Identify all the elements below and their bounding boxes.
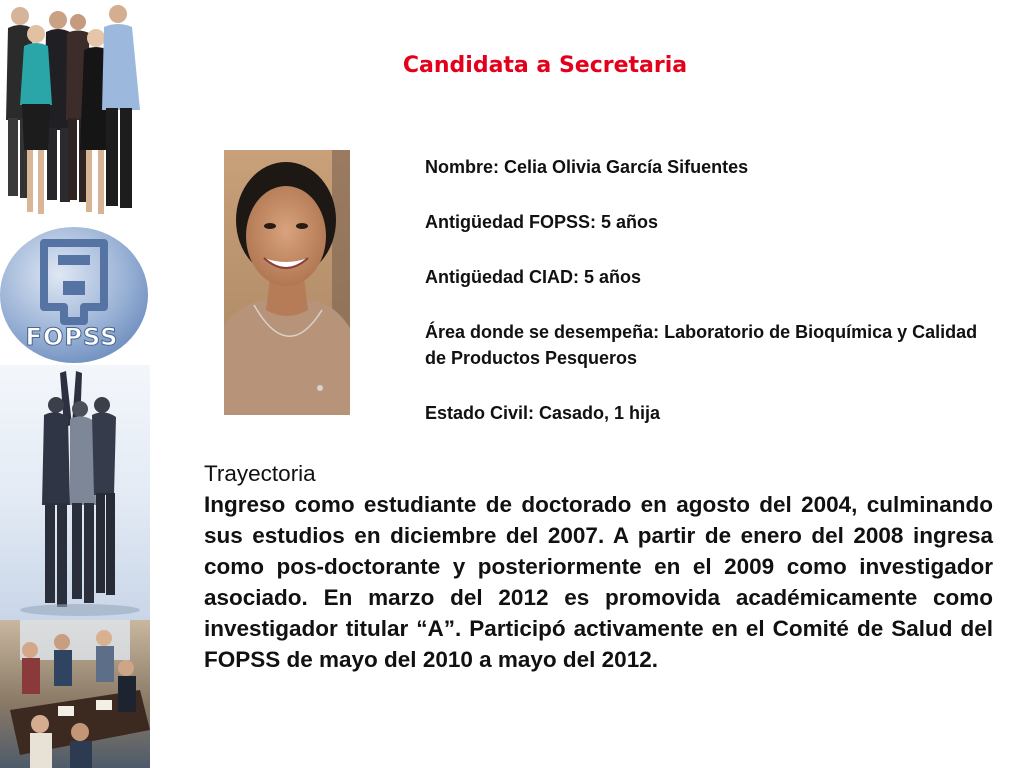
teamwork-image: [0, 365, 150, 620]
profile-work-area: Área donde se desempeña: Laboratorio de Bioquímica y Calidad de Productos Pesqueros: [425, 322, 978, 368]
profile-seniority-ciad: Antigüedad CIAD: 5 años: [425, 267, 642, 287]
logo-text: FOPSS: [25, 323, 119, 351]
profile-seniority-fopss: Antigüedad FOPSS: 5 años: [425, 212, 659, 232]
profile-marital-status: Estado Civil: Casado, 1 hija: [425, 403, 661, 423]
page-title: Candidata a Secretaria: [402, 53, 688, 78]
business-people-image: [0, 0, 150, 225]
left-image-strip: [0, 0, 150, 768]
profile-name: Nombre: Celia Olivia García Sifuentes: [425, 157, 749, 177]
meeting-image: [0, 620, 150, 768]
trayectoria-title: Trayectoria: [204, 461, 316, 486]
fopss-logo: [0, 225, 150, 365]
trayectoria-section: [204, 458, 993, 675]
profile-info: [425, 154, 985, 455]
candidate-photo: [224, 150, 350, 415]
trayectoria-text: Ingreso como estudiante de doctorado en agosto del 2004, culminando sus estudios en diciembre del 2007. A partir de enero del 2008 ingresa como pos-doctorante y posteriormente en el 2009 como investigador asociado. En marzo del 2012 es promovida académicamente como investigador titular “A”. Participó activamente en el Comité de Salud del FOPSS de mayo del 2010 a mayo del 2012.: [204, 492, 993, 672]
